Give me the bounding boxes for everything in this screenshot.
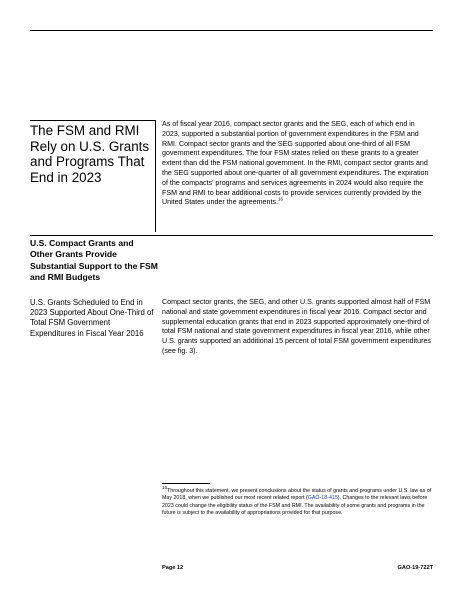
footnote-number: 16 — [162, 485, 168, 491]
section-heading-rule — [30, 120, 156, 121]
footnote-text-after: ). Changes to the relevant laws before 2023 could change the eligibility status of the FSM and RMI. The availability of some grants and programs in the future is subject to the availability of appropriations provided for that purpose. — [162, 495, 428, 517]
footnote-text-before: Throughout this statement, we present conclusions about the status of grants and programs under U.S. law as of May 2018, when we published our most recent related report ( — [162, 488, 432, 502]
report-link[interactable]: GAO-18-415 — [307, 495, 338, 502]
footnote — [162, 485, 434, 518]
top-rule — [30, 30, 433, 31]
side-heading: U.S. Grants Scheduled to End in 2023 Supported About One-Third of Total FSM Government Expenditures in Fiscal Year 2016 — [30, 298, 154, 338]
page-number: Page 12 — [162, 565, 184, 571]
section-body-paragraph — [162, 120, 434, 208]
subsection-body-paragraph: Compact sector grants, the SEG, and other U.S. grants supported almost half of FSM national and state government expenditures in fiscal year 2016. Compact sector and supplemental education grants that end in 2023 supported approximately one-third of total FSM national and state government expenditures in fiscal year 2016, while other U.S. grants supported an additional 15 percent of total FSM government expenditures (see fig. 3). — [162, 298, 431, 355]
section-vertical-rule — [155, 120, 156, 232]
footnote-rule — [162, 483, 210, 484]
footnote-reference[interactable]: 16 — [277, 197, 283, 203]
section-body-text: As of fiscal year 2016, compact sector grants and the SEG, each of which end in 2023, supported a substantial portion of government expenditures in the FSM and RMI. Compact sector grants and the SEG supported about one-third of all FSM government expenditures. The four FSM states relied on these grants to a greater extent than did the FSM national government. In the RMI, compact sector grants and the SEG supported about one-quarter of all government expenditures. The expiration of the compacts' programs and services agreements in 2024 would also require the FSM and RMI to bear additional costs to provide services currently provided by the United States under the agreements. — [162, 120, 429, 207]
subsection-heading: U.S. Compact Grants and Other Grants Provide Substantial Support to the FSM and RMI Budgets — [30, 238, 158, 282]
report-number: GAO-19-722T — [397, 565, 433, 571]
section-heading: The FSM and RMI Rely on U.S. Grants and Programs That End in 2023 — [30, 123, 150, 185]
subsection-rule — [30, 235, 433, 236]
